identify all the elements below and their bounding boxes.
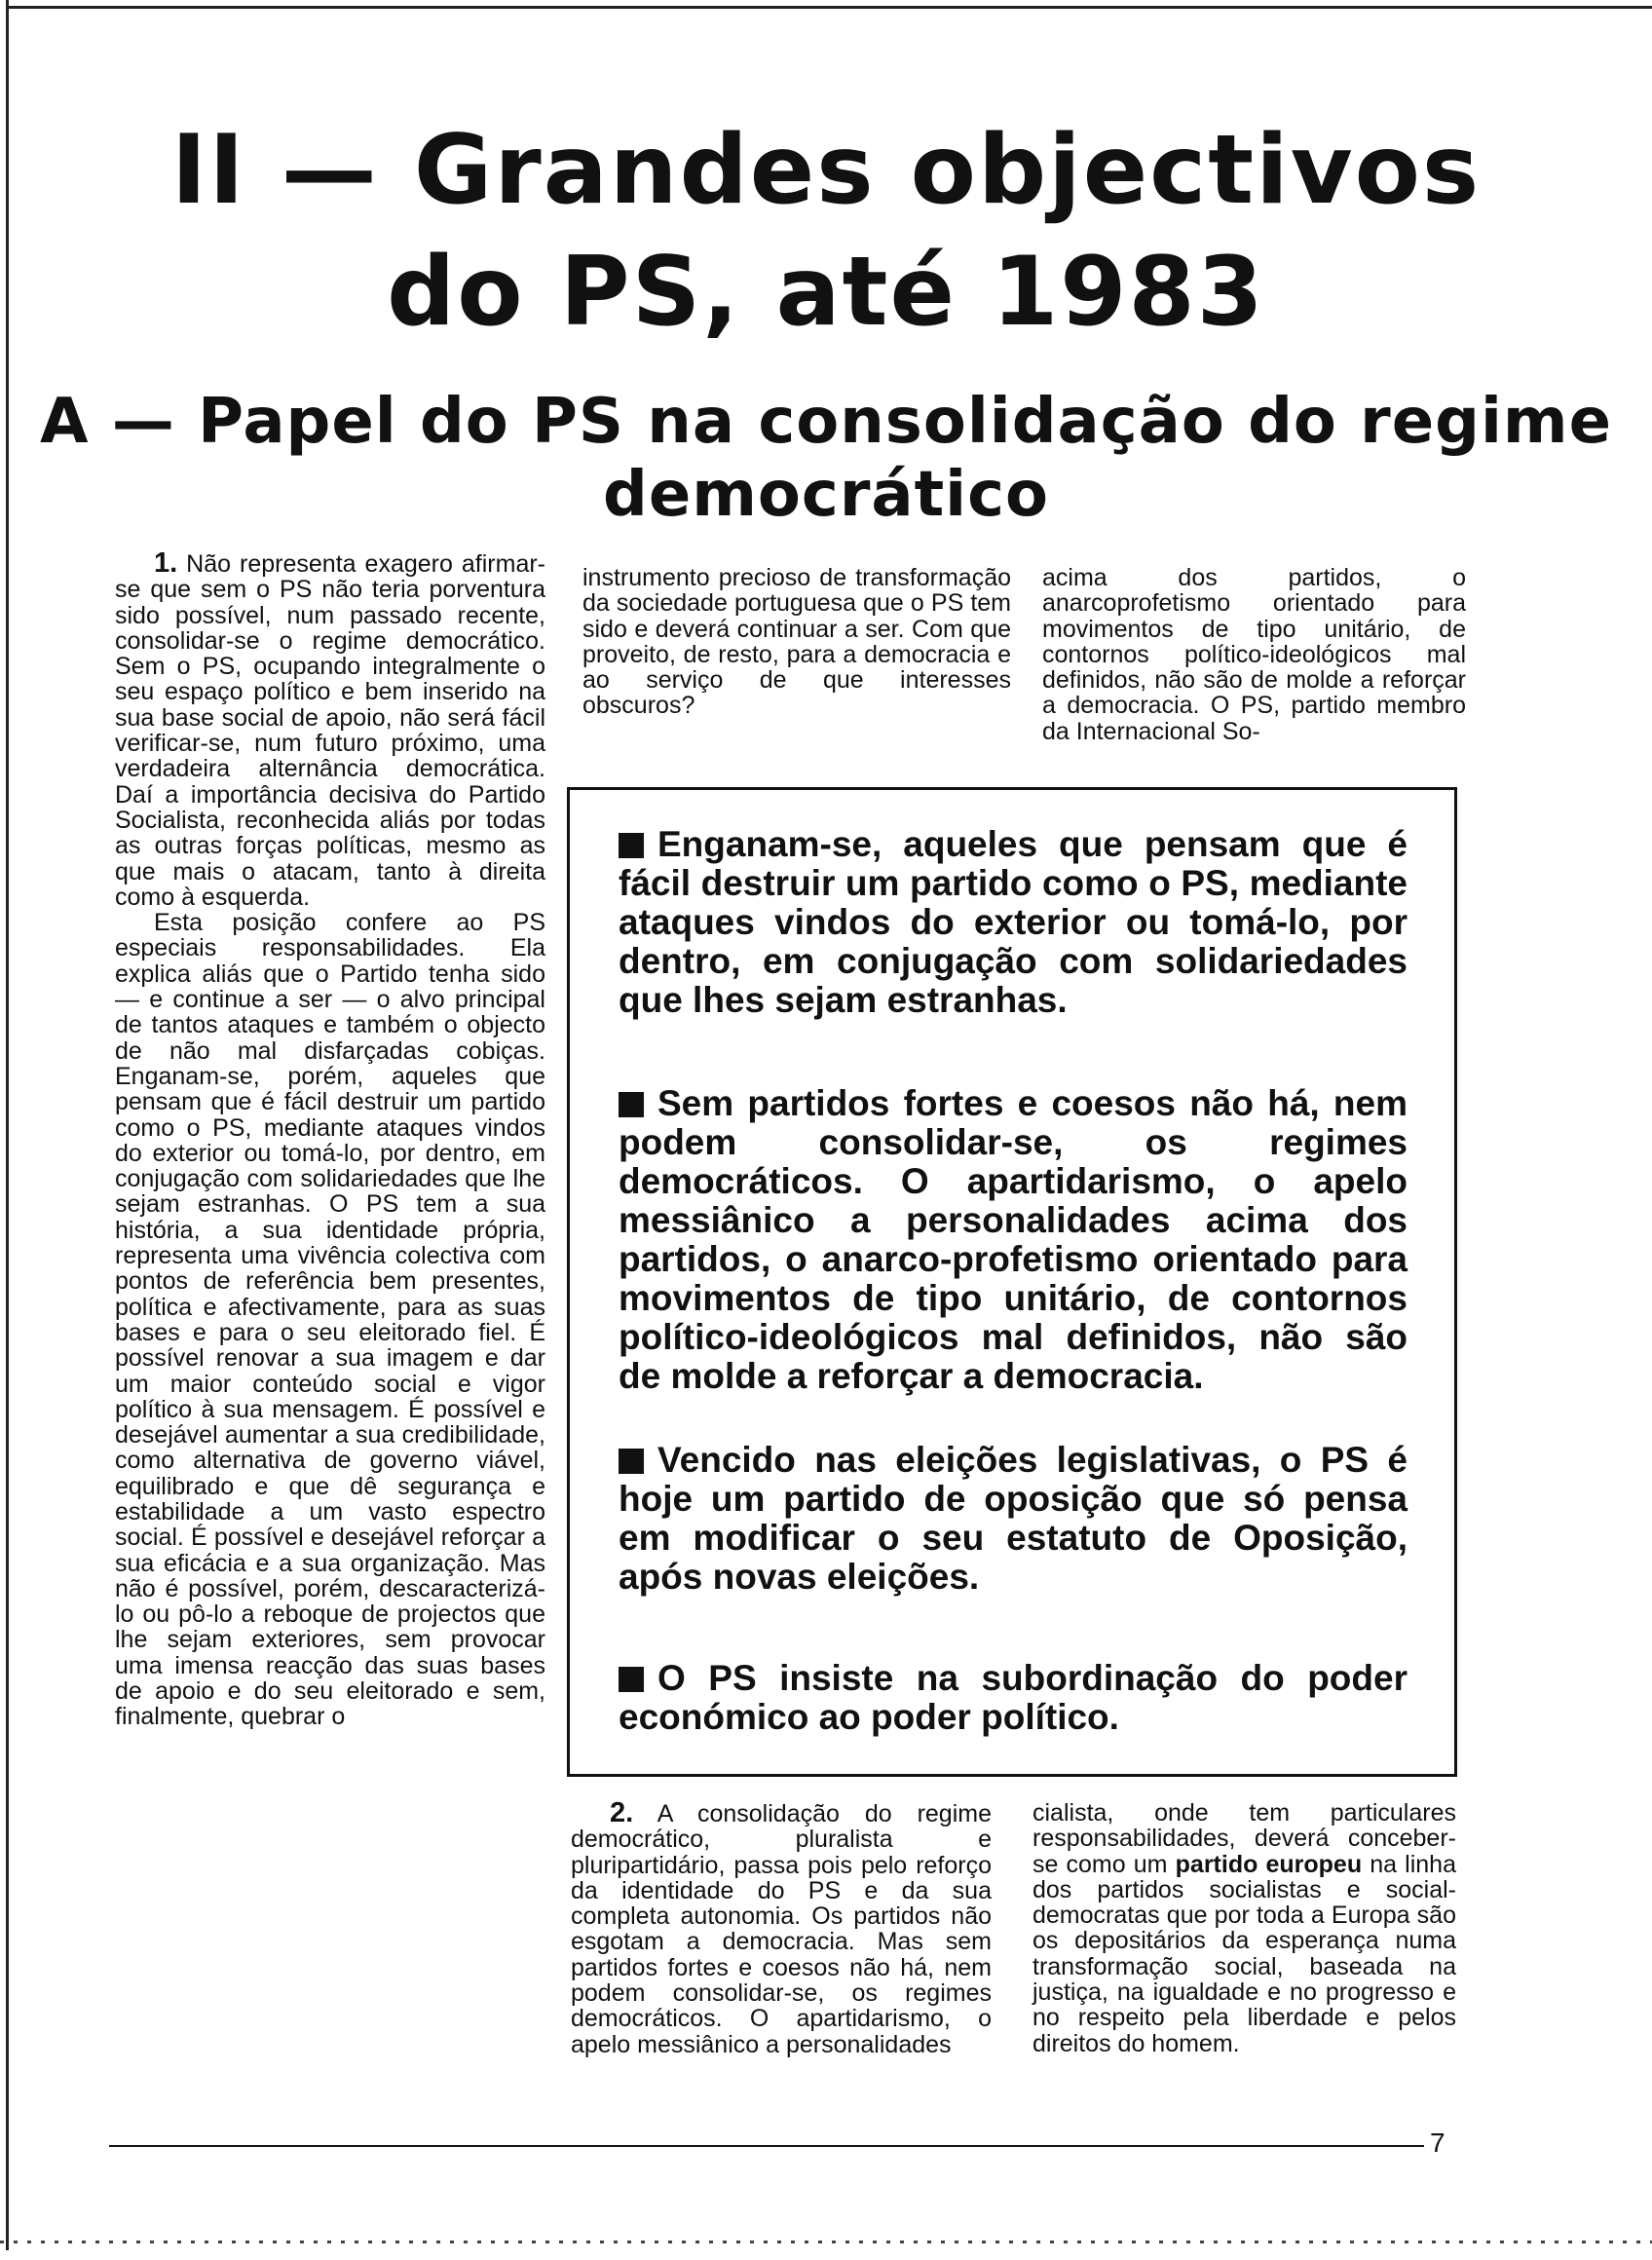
highlight-item-3 [619, 1441, 1408, 1597]
paragraph-number: 2. [610, 1797, 634, 1828]
paragraph-3 [571, 1797, 992, 2058]
page-number: 7 [1430, 2128, 1446, 2158]
highlight-text: O PS insiste na subordinação do poder económico ao poder político. [619, 1658, 1408, 1737]
section-subtitle-line1: A — Papel do PS na consolidação do regime [40, 386, 1612, 458]
scan-edge-noise [0, 2241, 1652, 2243]
text-column-5 [1032, 1800, 1456, 2056]
page-title-line2: do PS, até 1983 [387, 237, 1265, 348]
highlight-text: Sem partidos fortes e coesos não há, nem podem consolidar-se, os regimes democráticos. O apartidarismo, o apelo messiânico a personalidades acima dos partidos, o anarco-profetismo orientado para movimentos de tipo unitário, de contornos político-ideológicos mal definidos, não são de molde a reforçar a democracia. [619, 1083, 1408, 1396]
paragraph-text: Não representa exagero afirmar-se que sem o PS não teria porventura sido possível, num passado recente, consolidar-se o regime democrático. Sem o PS, ocupando integralmente o seu espaço político e bem inserido na sua base social de apoio, não será fácil verificar-se, num futuro próximo, uma verdadeira alternância democrática. Daí a importância decisiva do Partido Socialista, reconhecida aliás por todas as outras forças políticas, mesmo as que mais o atacam, tanto à direita como à esquerda. [115, 550, 545, 911]
text-column-3 [1042, 565, 1466, 744]
highlight-item-1 [619, 825, 1408, 1020]
square-bullet-icon [619, 1667, 644, 1692]
square-bullet-icon [619, 1449, 644, 1474]
section-subtitle-line2: democrático [603, 459, 1049, 531]
paragraph-continuation: instrumento precioso de transformação da sociedade portuguesa que o PS tem sido e deverá continuar a ser. Com que proveito, de resto, para a democracia e ao serviço de que interesses obscuros? [582, 564, 1011, 720]
paragraph-continuation: acima dos partidos, o anarcoprofetismo orientado para movimentos de tipo unitário, de contornos político-ideológicos mal definidos, não são de molde a reforçar a democracia. O PS, partido membro da Internacional So- [1042, 564, 1466, 745]
paragraph-text: cialista, onde tem particulares responsabilidades, deverá conceber-se como um [1032, 1799, 1456, 1878]
footer-rule [109, 2145, 1424, 2147]
paragraph-text: A consolidação do regime democrático, pluralista e pluripartidário, passa pois pelo reforço da identidade do PS e da sua completa autonomia. Os partidos não esgotam a democracia. Mas sem partidos fortes e coesos não há, nem podem consolidar-se, os regimes democráticos. O apartidarismo, o apelo messiânico a personalidades [571, 1800, 992, 2058]
paragraph-text: na linha dos partidos socialistas e social-democratas que por toda a Europa são os depositários da esperança numa transformação social, baseada na justiça, na igualdade e no progresso e no respeito pela liberdade e pelos direitos do homem. [1032, 1850, 1456, 2057]
text-column-1 [115, 547, 545, 1731]
highlight-item-2 [619, 1084, 1408, 1396]
emphasis-text: partido europeu [1175, 1850, 1363, 1878]
text-column-4 [571, 1797, 992, 2058]
square-bullet-icon [619, 833, 644, 858]
paragraph-2: Esta posição confere ao PS especiais responsabilidades. Ela explica aliás que o Partido tenha sido — e continue a ser — o alvo principal de tantos ataques e também o objecto de não mal disfarçadas cobiças. Enganam-se, porém, aqueles que pensam que é fácil destruir um partido como o PS, mediante ataques vindos do exterior ou tomá-lo, por dentro, em conjugação com solidariedades que lhe sejam estranhas. O PS tem a sua história, a sua identidade própria, representa uma vivência colectiva com pontos de referência bem presentes, política e afectivamente, para as suas bases e para o seu eleitorado fiel. É possível renovar a sua imagem e dar um maior conteúdo social e vigor político à sua mensagem. É possível e desejável aumentar a sua credibilidade, como alternativa de governo viável, equilibrado e que dê segurança e estabilidade a um vasto espectro social. É possível e desejável reforçar a sua eficácia e a sua organização. Mas não é possível, porém, descaracterizá-lo ou pô-lo a reboque de projectos que lhe sejam exteriores, sem provocar uma imensa reacção das suas bases de apoio e do seu eleitorado e sem, finalmente, quebrar o [115, 909, 545, 1731]
highlight-box [567, 787, 1457, 1777]
square-bullet-icon [619, 1092, 644, 1117]
highlight-text: Vencido nas eleições legislativas, o PS é hoje um partido de oposição que só pensa em modificar o seu estatuto de Oposição, após novas eleições. [619, 1440, 1408, 1597]
text-column-2 [582, 565, 1011, 719]
paragraph-continuation [1032, 1800, 1456, 2056]
page-border-top [6, 6, 1652, 9]
paragraph-number: 1. [154, 547, 178, 579]
paragraph-1 [115, 547, 545, 911]
highlight-text: Enganam-se, aqueles que pensam que é fácil destruir um partido como o PS, mediante ataques vindos do exterior ou tomá-lo, por dentro, em conjugação com solidariedades que lhes sejam estranhas. [619, 824, 1408, 1020]
highlight-item-4 [619, 1659, 1408, 1737]
page-title-line1: II — Grandes objectivos [170, 115, 1482, 226]
